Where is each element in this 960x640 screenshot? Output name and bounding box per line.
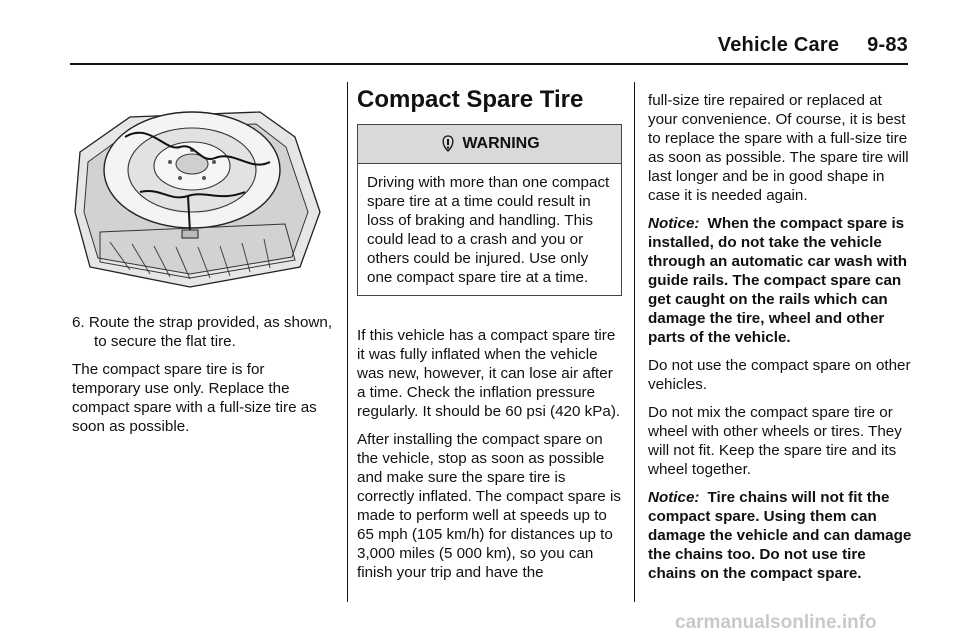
step-number: 6. [72,314,85,331]
page-number: 9-83 [867,34,908,56]
step-text: Route the strap provided, as shown, to secure the flat tire. [88,314,333,350]
after-install-paragraph: After installing the compact spare on the vehicle, stop as soon as possible and make sure the spare tire is correctly inflated. The compact spare is made to perform well at speeds up to 65 mph (105 km/h) for distances up to 3,000 miles (5 000 km), so you can finish your trip and have the [357,431,621,581]
left-column [72,313,334,445]
notice-car-wash [648,214,914,347]
right-column [648,91,914,592]
notice-label: Notice: [648,489,700,506]
column-divider-right [634,82,635,602]
page-header [640,34,908,57]
spare-tire-illustration [70,92,328,292]
other-vehicles-paragraph: Do not use the compact spare on other vehicles. [648,357,911,393]
section-heading: Compact Spare Tire [357,86,584,113]
warning-text: Driving with more than one compact spare tire at a time could result in loss of braking and handling. This could lead to a crash and you or others could be injured. Use only one compact spare tire at a time. [367,174,610,286]
inflation-paragraph: If this vehicle has a compact spare tire it was fully inflated when the vehicle was new, however, it can lose air after a time. Check the inflation pressure regularly. It should be 60 psi (420 kPa). [357,327,621,420]
header-rule [70,63,908,65]
notice-text: Tire chains will not fit the compact spare. Using them can damage the vehicle and can damage the chains too. Do not use tire chains on the compact spare. [648,489,912,582]
watermark: carmanualsonline.info [675,612,877,633]
notice-label: Notice: [648,215,700,232]
warning-label: WARNING [462,135,540,152]
warning-icon [439,134,457,154]
step-6 [72,313,334,351]
full-size-paragraph: full-size tire repaired or replaced at your convenience. Of course, it is best to replace the spare with a full-size tire as soon as possible. The spare tire will last longer and be in good shape in case it is needed again. [648,92,909,204]
warning-box [357,124,622,296]
column-divider-left [347,82,348,602]
warning-header [358,125,621,164]
notice-text: When the compact spare is installed, do not take the vehicle through an automatic car wash with guide rails. The compact spare can get caught on the rails which can damage the tire, wheel and other parts of the vehicle. [648,215,908,346]
do-not-mix-paragraph: Do not mix the compact spare tire or wheel with other wheels or tires. They will not fit. Keep the spare tire and its wheel together. [648,404,902,478]
middle-column-text [357,326,625,591]
notice-tire-chains [648,488,914,583]
temporary-use-paragraph: The compact spare tire is for temporary use only. Replace the compact spare with a full-size tire as soon as possible. [72,361,317,435]
section-title: Vehicle Care [717,34,840,56]
